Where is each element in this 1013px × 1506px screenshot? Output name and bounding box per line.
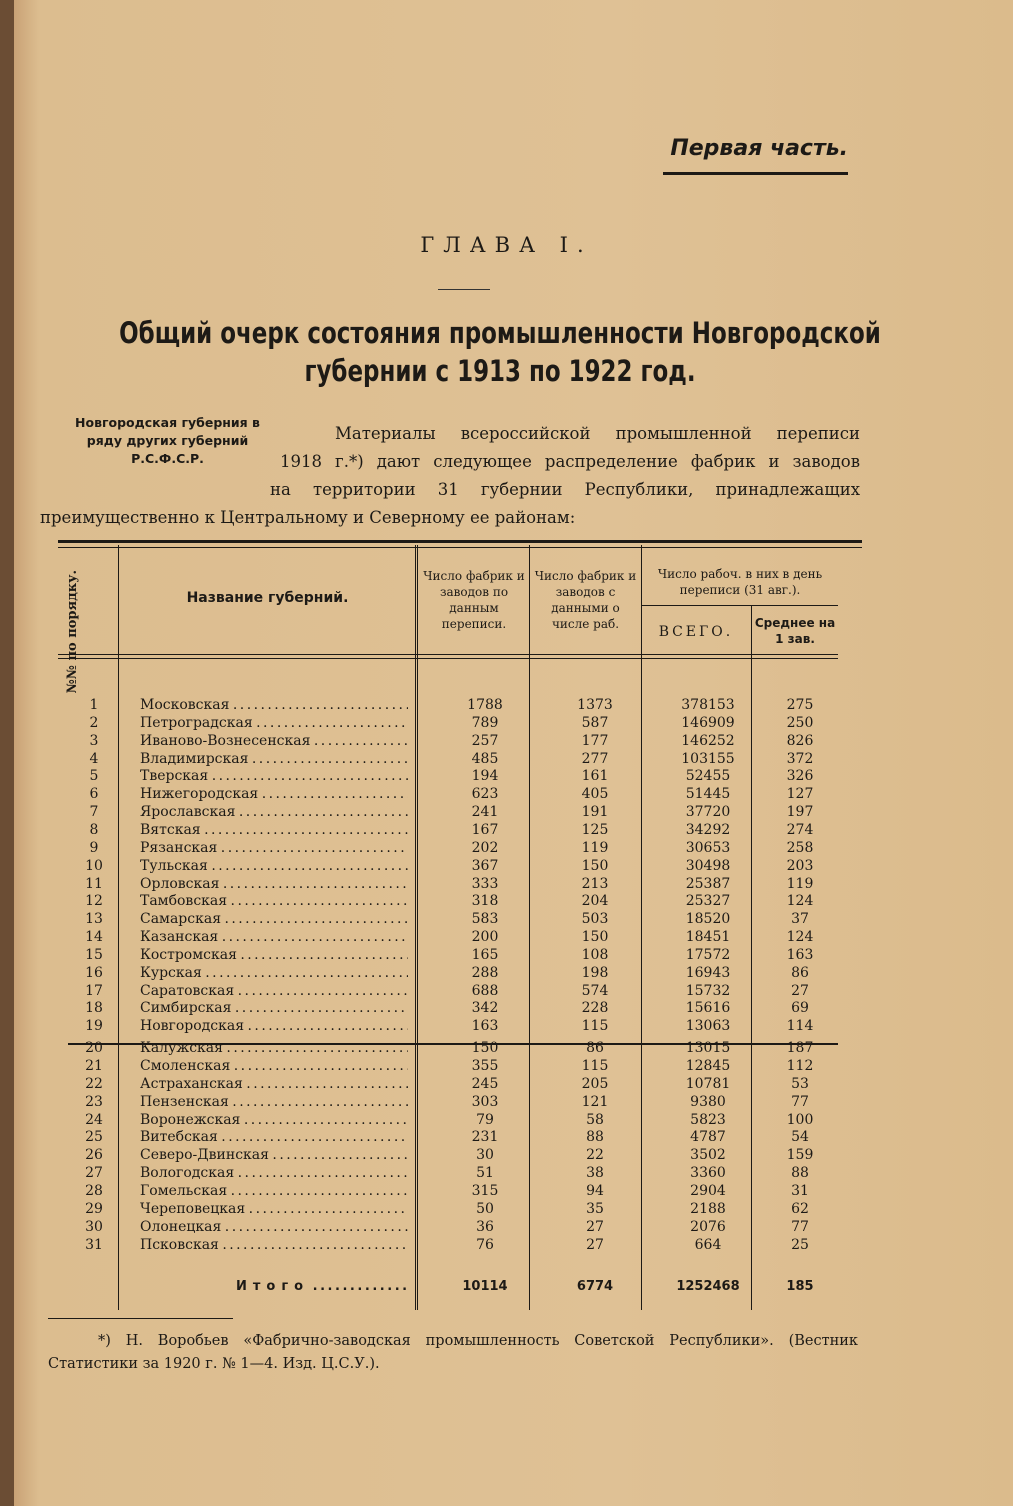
factories-count: 583: [471, 911, 499, 928]
table-row: [58, 1218, 838, 1236]
row-number: 28: [85, 1182, 103, 1199]
intro-line-2: 1918 г.*) дают следующее распределение фабрик и заводов: [280, 452, 860, 471]
header-workers-total: ВСЕГО.: [658, 624, 734, 640]
factories-with-workers: 1373: [577, 697, 613, 713]
factories-with-workers: 125: [581, 821, 609, 838]
workers-total: 9380: [690, 1093, 726, 1110]
table-header-rule: [58, 654, 838, 659]
factories-with-workers: 191: [581, 804, 609, 821]
factories-with-workers: 58: [586, 1111, 604, 1128]
row-number: 17: [85, 982, 103, 999]
table-row: [58, 821, 838, 839]
intro-line-4: преимущественно к Центральному и Северному ее районам:: [40, 508, 576, 527]
workers-total: 146252: [681, 732, 735, 749]
workers-total: 17572: [685, 946, 731, 963]
table-row: [58, 1236, 838, 1254]
table-row: [58, 857, 838, 875]
workers-total: 4787: [690, 1129, 726, 1146]
province-name: Тверская . . .: [140, 767, 408, 785]
factories-count: 789: [471, 714, 499, 731]
factories-count: 367: [471, 857, 499, 874]
factories-count: 315: [471, 1182, 499, 1199]
workers-average: 258: [786, 839, 814, 856]
table-row: [58, 892, 838, 910]
table-row: [58, 910, 838, 928]
factories-count: 163: [471, 1018, 499, 1035]
factories-with-workers: 22: [586, 1147, 604, 1164]
factories-count: 318: [471, 893, 499, 910]
table-row: [58, 1093, 838, 1111]
table-row: [58, 946, 838, 964]
workers-average: 119: [786, 875, 814, 892]
table-row: [58, 999, 838, 1017]
table-row: [58, 750, 838, 768]
table-row: [58, 982, 838, 1000]
part-title: Первая часть.: [670, 136, 848, 161]
workers-total: 3502: [690, 1147, 726, 1164]
workers-average: 275: [786, 697, 814, 713]
table-row: [58, 928, 838, 946]
row-number: 8: [89, 821, 99, 838]
factories-count: 241: [471, 804, 499, 821]
factories-with-workers: 119: [581, 839, 609, 856]
intro-paragraph: [40, 420, 860, 532]
factories-with-workers: 587: [581, 714, 609, 731]
workers-total: 3360: [690, 1165, 726, 1182]
factories-with-workers: 574: [581, 982, 609, 999]
workers-total: 51445: [685, 786, 731, 803]
workers-total: 5823: [690, 1111, 726, 1128]
province-name: Калужская . . .: [140, 1039, 408, 1057]
row-number: 11: [85, 875, 103, 892]
header-workers-avg: Среднее на 1 зав.: [754, 616, 836, 646]
factories-with-workers: 228: [581, 1000, 609, 1017]
table-row: [58, 1017, 838, 1035]
workers-total: 25327: [685, 893, 731, 910]
workers-average: 112: [786, 1058, 814, 1074]
workers-total: 13063: [685, 1018, 731, 1035]
workers-average: 114: [786, 1018, 814, 1035]
workers-average: 27: [791, 982, 809, 999]
factories-with-workers: 86: [586, 1040, 604, 1057]
workers-total: 30653: [685, 839, 731, 856]
factories-with-workers: 161: [581, 768, 609, 785]
workers-average: 159: [786, 1147, 814, 1164]
workers-total: 103155: [681, 750, 735, 767]
province-name: Астраханская . . .: [140, 1075, 408, 1093]
chapter-heading: ГЛАВА I.: [420, 233, 593, 257]
province-name: Вологодская . . .: [140, 1164, 408, 1182]
province-name: Воронежская . . .: [140, 1111, 408, 1129]
header-factories: Число фабрик и заводов по данным переписи.: [423, 569, 525, 631]
province-name: Тамбовская . . .: [140, 892, 408, 910]
factories-with-workers: 503: [581, 911, 609, 928]
header-workers-group: Число рабоч. в них в день переписи (31 авг.).: [657, 567, 823, 597]
factories-count: 202: [471, 839, 499, 856]
workers-average: 25: [791, 1236, 809, 1253]
main-title-line-2: губернии с 1913 по 1922 год.: [304, 354, 696, 388]
factories-with-workers: 198: [581, 964, 609, 981]
row-number: 7: [89, 804, 99, 821]
factories-count: 342: [471, 1000, 499, 1017]
factories-with-workers: 150: [581, 857, 609, 874]
table-row: [58, 1075, 838, 1093]
province-name: Витебская . . .: [140, 1128, 408, 1146]
row-number: 22: [85, 1075, 103, 1092]
table-row: [58, 1146, 838, 1164]
footnote: *) Н. Воробьев «Фабрично-заводская промышленность Советской Республики». (Вестник Статистики за 1920 г. № 1—4. Изд. Ц.С.У.).: [48, 1333, 858, 1372]
workers-average: 62: [791, 1200, 809, 1217]
row-number: 31: [85, 1236, 103, 1253]
table-row: [58, 732, 838, 750]
table-row: [58, 714, 838, 732]
workers-average: 826: [786, 732, 814, 749]
workers-average: 197: [786, 804, 814, 821]
factories-with-workers: 27: [586, 1218, 604, 1235]
province-name: Пензенская . . .: [140, 1093, 408, 1111]
table-row: [58, 1039, 838, 1057]
margin-note-line-3: Р.С.Ф.С.Р.: [131, 451, 204, 466]
row-number: 12: [85, 893, 103, 910]
table-row: [58, 767, 838, 785]
factories-with-workers: 205: [581, 1075, 609, 1092]
row-number: 27: [85, 1165, 103, 1182]
workers-total: 18520: [685, 911, 731, 928]
factories-with-workers: 27: [586, 1236, 604, 1253]
province-name: Тульская . . .: [140, 857, 408, 875]
factories-with-workers: 277: [581, 750, 609, 767]
row-number: 18: [85, 1000, 103, 1017]
workers-total: 15616: [685, 1000, 731, 1017]
row-number: 16: [85, 964, 103, 981]
main-title-line-1: Общий очерк состояния промышленности Новгородской: [119, 316, 881, 350]
workers-average: 250: [786, 714, 814, 731]
province-name: Рязанская . . .: [140, 839, 408, 857]
province-name: Гомельская . . .: [140, 1182, 408, 1200]
row-number: 20: [85, 1040, 103, 1057]
workers-average: 69: [791, 1000, 809, 1017]
factories-count: 50: [476, 1200, 494, 1217]
factories-count: 355: [471, 1058, 499, 1074]
row-number: 6: [89, 786, 99, 803]
factories-with-workers: 108: [581, 946, 609, 963]
factories-with-workers: 35: [586, 1200, 604, 1217]
workers-total: 664: [694, 1236, 722, 1253]
workers-total: 2188: [690, 1200, 726, 1217]
margin-note-line-2: ряду других губерний: [86, 433, 249, 448]
workers-total: 10781: [685, 1075, 731, 1092]
row-number: 1: [89, 697, 99, 713]
workers-average: 163: [786, 946, 814, 963]
book-spine-edge: [0, 0, 14, 1506]
factories-count: 194: [471, 768, 499, 785]
factories-count: 333: [471, 875, 499, 892]
province-name: Орловская . . .: [140, 875, 408, 893]
row-number: 30: [85, 1218, 103, 1235]
row-number: 13: [85, 911, 103, 928]
table-row: [58, 1182, 838, 1200]
workers-average: 124: [786, 893, 814, 910]
factories-count: 30: [476, 1147, 494, 1164]
table-row: [58, 1200, 838, 1218]
row-number: 29: [85, 1200, 103, 1217]
province-name: Самарская . . .: [140, 910, 408, 928]
workers-average: 86: [791, 964, 809, 981]
province-name: Курская . . .: [140, 964, 408, 982]
total-average: 185: [786, 1279, 814, 1294]
margin-note-line-1: Новгородская губерния в: [75, 415, 260, 430]
province-name: Симбирская . . .: [140, 999, 408, 1017]
province-name: Саратовская . . .: [140, 982, 408, 1000]
row-number: 5: [89, 768, 99, 785]
total-label: Итого . . .: [236, 1278, 406, 1296]
total-factories-with-workers: 6774: [576, 1279, 614, 1294]
province-name: Северо-Двинская . . .: [140, 1146, 408, 1164]
workers-average: 37: [791, 911, 809, 928]
factories-with-workers: 115: [581, 1058, 609, 1074]
total-workers: 1252468: [676, 1279, 740, 1294]
factories-count: 288: [471, 964, 499, 981]
workers-average: 88: [791, 1165, 809, 1182]
header-number: №№ по порядку.: [65, 570, 80, 694]
row-number: 15: [85, 946, 103, 963]
factories-count: 688: [471, 982, 499, 999]
workers-total: 34292: [685, 821, 731, 838]
workers-total: 52455: [685, 768, 731, 785]
factories-with-workers: 204: [581, 893, 609, 910]
workers-average: 31: [791, 1182, 809, 1199]
row-number: 19: [85, 1018, 103, 1035]
table-row: [58, 785, 838, 803]
table-row: [58, 803, 838, 821]
chapter-divider: [438, 289, 490, 290]
factories-with-workers: 150: [581, 929, 609, 946]
table-row: [58, 875, 838, 893]
table-row: [58, 1164, 838, 1182]
province-name: Олонецкая . . .: [140, 1218, 408, 1236]
table-top-rule: [58, 540, 862, 548]
header-name: Название губерний.: [186, 590, 349, 606]
factories-count: 165: [471, 946, 499, 963]
header-factories-with-workers: Число фабрик и заводов с данными о числе раб.: [534, 569, 637, 631]
intro-line-3: на территории 31 губернии Республики, принадлежащих: [270, 480, 860, 499]
factories-count: 485: [471, 750, 499, 767]
row-number: 26: [85, 1147, 103, 1164]
workers-total: 37720: [685, 804, 731, 821]
workers-average: 77: [791, 1218, 809, 1235]
table-row: [58, 1057, 838, 1075]
workers-total: 12845: [685, 1058, 731, 1074]
intro-line-1: Материалы всероссийской промышленной переписи: [335, 424, 860, 443]
part-title-underline: [663, 172, 848, 175]
workers-average: 187: [786, 1040, 814, 1057]
factories-with-workers: 121: [581, 1093, 609, 1110]
workers-average: 53: [791, 1075, 809, 1092]
province-name: Иваново-Вознесенская . . .: [140, 732, 408, 750]
province-name: Ярославская . . .: [140, 803, 408, 821]
province-name: Петроградская . . .: [140, 714, 408, 732]
table-row: [58, 1111, 838, 1129]
main-title: [95, 314, 905, 390]
workers-total: 2904: [690, 1182, 726, 1199]
factories-with-workers: 213: [581, 875, 609, 892]
workers-total: 378153: [681, 697, 735, 713]
workers-average: 124: [786, 929, 814, 946]
workers-total: 25387: [685, 875, 731, 892]
workers-average: 274: [786, 821, 814, 838]
row-number: 14: [85, 929, 103, 946]
row-number: 9: [89, 839, 99, 856]
province-name: Вятская . . .: [140, 821, 408, 839]
factories-count: 231: [471, 1129, 499, 1146]
factories-count: 257: [471, 732, 499, 749]
table-row: [58, 964, 838, 982]
factories-with-workers: 115: [581, 1018, 609, 1035]
workers-total: 16943: [685, 964, 731, 981]
workers-average: 372: [786, 750, 814, 767]
workers-average: 100: [786, 1111, 814, 1128]
row-number: 3: [89, 732, 99, 749]
row-number: 23: [85, 1093, 103, 1110]
province-name: Казанская . . .: [140, 928, 408, 946]
factories-with-workers: 177: [581, 732, 609, 749]
workers-average: 203: [786, 857, 814, 874]
table-row: [58, 839, 838, 857]
factories-with-workers: 38: [586, 1165, 604, 1182]
total-factories: 10114: [462, 1279, 508, 1294]
workers-average: 54: [791, 1129, 809, 1146]
table-row: [58, 696, 838, 714]
factories-count: 79: [476, 1111, 494, 1128]
footnote-rule: [48, 1318, 233, 1319]
factories-with-workers: 405: [581, 786, 609, 803]
workers-total: 15732: [685, 982, 731, 999]
workers-average: 326: [786, 768, 814, 785]
factories-count: 36: [476, 1218, 494, 1235]
table-row: [58, 1128, 838, 1146]
row-number: 2: [89, 714, 99, 731]
factories-count: 623: [471, 786, 499, 803]
workers-total: 18451: [685, 929, 731, 946]
row-number: 10: [85, 857, 103, 874]
table-total-row: [58, 1278, 838, 1296]
factories-count: 1788: [467, 697, 503, 713]
workers-average: 77: [791, 1093, 809, 1110]
factories-count: 76: [476, 1236, 494, 1253]
row-number: 21: [85, 1058, 103, 1074]
factories-count: 245: [471, 1075, 499, 1092]
workers-total: 13015: [685, 1040, 731, 1057]
factories-count: 167: [471, 821, 499, 838]
workers-total: 2076: [690, 1218, 726, 1235]
row-number: 24: [85, 1111, 103, 1128]
table-subheader-rule: [641, 605, 838, 606]
factories-count: 303: [471, 1093, 499, 1110]
province-name: Владимирская . . .: [140, 750, 408, 768]
row-number: 4: [89, 750, 99, 767]
province-name: Костромская . . .: [140, 946, 408, 964]
factories-with-workers: 88: [586, 1129, 604, 1146]
province-name: Московская . . .: [140, 696, 408, 714]
province-name: Новгородская . . .: [140, 1017, 408, 1035]
province-name: Псковская . . .: [140, 1236, 408, 1254]
province-name: Череповецкая . . .: [140, 1200, 408, 1218]
factories-with-workers: 94: [586, 1182, 604, 1199]
workers-average: 127: [786, 786, 814, 803]
province-name: Смоленская . . .: [140, 1057, 408, 1075]
factories-count: 51: [476, 1165, 494, 1182]
row-number: 25: [85, 1129, 103, 1146]
factories-count: 200: [471, 929, 499, 946]
factories-count: 150: [471, 1040, 499, 1057]
workers-total: 30498: [685, 857, 731, 874]
workers-total: 146909: [681, 714, 735, 731]
province-name: Нижегородская . . .: [140, 785, 408, 803]
